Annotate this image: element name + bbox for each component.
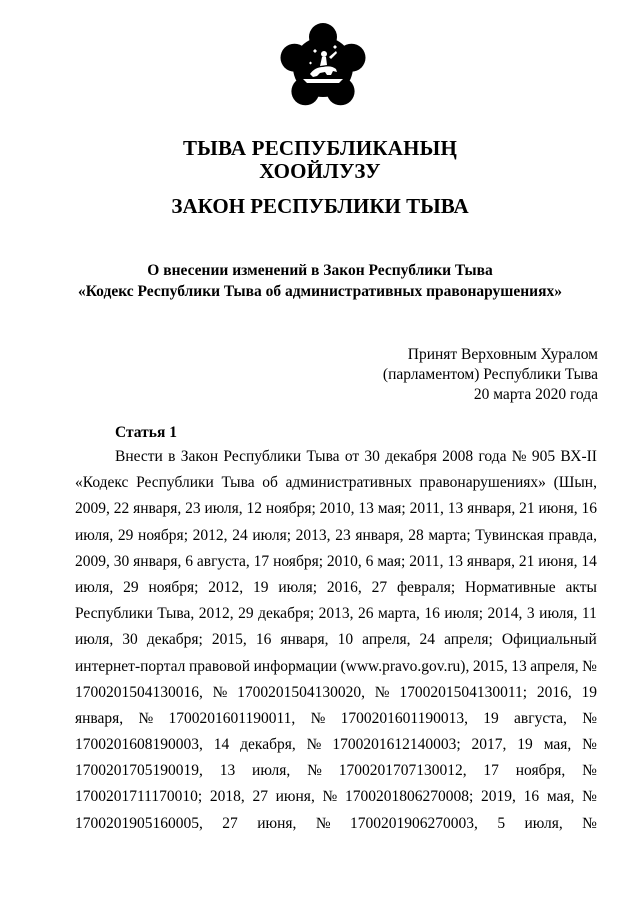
article-word: 2009, <box>75 500 110 518</box>
article-word: 1700201705190019, <box>75 762 203 780</box>
article-word: интернет-портал <box>75 657 186 675</box>
adoption-note-line2: (парламентом) Республики Тыва <box>382 366 598 383</box>
article-word: № <box>582 657 597 675</box>
article-word: 2013, <box>318 605 354 623</box>
republic-title <box>0 137 640 183</box>
article-line <box>75 575 597 601</box>
article-body <box>75 444 597 837</box>
article-word: 27 <box>222 814 238 832</box>
article-word: Внести <box>115 448 163 465</box>
article-word: 27 <box>371 578 388 596</box>
article-word: ноября; <box>148 578 199 596</box>
article-word: 2019, <box>481 788 516 806</box>
article-word: января, <box>466 552 516 570</box>
article-word: № <box>306 736 322 754</box>
article-word: апреля, <box>362 631 411 649</box>
article-word: 905 <box>531 448 556 465</box>
article-word: правовой <box>188 657 251 675</box>
article-word: июля, <box>204 500 243 518</box>
article-word: 29 <box>238 605 254 623</box>
article-word: 2017, <box>471 736 507 754</box>
article-word: информации <box>253 657 337 675</box>
article-word: мая, <box>543 736 572 754</box>
article-word: 19 <box>253 578 269 596</box>
article-word: июля, <box>75 526 114 544</box>
article-word: 1700201504130016, <box>75 683 203 701</box>
article-word: августа, <box>196 552 250 570</box>
article-line <box>75 784 597 810</box>
article-word: № <box>212 683 228 701</box>
article-word: 26 <box>358 605 374 623</box>
article-word: Тыва, <box>157 605 195 623</box>
article-word: № <box>582 736 597 754</box>
article-word: 30 <box>122 631 138 649</box>
article-word: июля, <box>524 814 563 832</box>
article-word: января, <box>280 631 329 649</box>
article-word: 11 <box>581 605 597 623</box>
article-word: июля; <box>252 526 292 544</box>
article-word: № <box>582 814 597 832</box>
article-word: 17 <box>483 762 499 780</box>
article-word: (Шын, <box>553 474 597 492</box>
article-line <box>75 654 597 680</box>
article-line <box>75 444 597 470</box>
article-word: № <box>315 814 331 832</box>
article-word: июля; <box>444 605 484 623</box>
law-subject <box>0 260 640 302</box>
article-word: Закон <box>180 448 219 465</box>
article-word: правда, <box>548 526 597 544</box>
law-subject-line1: О внесении изменений в Закон Республики Тыва <box>147 262 493 279</box>
article-word: Нормативные <box>465 578 556 596</box>
article-word: 5 <box>497 814 506 832</box>
article-word: 28 <box>408 526 424 544</box>
article-word: января, <box>133 500 182 518</box>
article-word: 16 <box>523 788 540 806</box>
article-word: 30 <box>113 552 130 570</box>
article-word: 27 <box>252 788 268 806</box>
article-word: Тыва <box>306 448 340 465</box>
article-word: 24 <box>419 631 436 649</box>
article-word: декабря; <box>146 631 203 649</box>
adoption-note-line1: Принят Верховным Хуралом <box>407 346 598 363</box>
article-word: правонарушениях» <box>419 474 546 492</box>
article-word: января, <box>133 552 182 570</box>
article-word: № <box>582 788 597 806</box>
article-word: 13 <box>447 500 464 518</box>
republic-title-line2: ХООЙЛУЗУ <box>259 159 381 183</box>
article-word: 19 <box>517 736 533 754</box>
article-word: 1700201806270008; <box>345 788 474 806</box>
article-word: 2012, <box>208 578 244 596</box>
article-word: 24 <box>232 526 248 544</box>
article-word: 16 <box>424 605 440 623</box>
article-line <box>75 680 597 706</box>
article-word: 29 <box>123 578 139 596</box>
article-line <box>75 758 597 784</box>
article-word: 2010, <box>319 500 355 518</box>
article-line <box>75 496 597 522</box>
article-word: 14 <box>581 552 597 570</box>
article-word: «Кодекс <box>75 474 129 492</box>
article-heading: Статья 1 <box>115 424 177 441</box>
article-word: марта, <box>378 605 420 623</box>
article-word: 22 <box>113 500 130 518</box>
article-line <box>75 732 597 758</box>
article-word: июля, <box>252 762 291 780</box>
article-word: 14 <box>213 736 230 754</box>
article-word: 12 <box>246 500 263 518</box>
article-word: 2015, <box>211 631 247 649</box>
article-word: 6 <box>185 552 193 570</box>
article-word: 2012, <box>192 526 228 544</box>
article-word: № <box>322 788 338 806</box>
article-word: апреля; <box>444 631 493 649</box>
article-word: декабря <box>385 448 437 465</box>
article-word: 2011, <box>409 552 444 570</box>
article-word: 30 <box>364 448 380 465</box>
article-word: января, <box>467 500 516 518</box>
article-word: 3 <box>526 605 535 623</box>
adoption-date: 20 марта 2020 года <box>473 386 598 403</box>
article-word: 13 <box>447 552 463 570</box>
article-word: августа, <box>514 709 567 727</box>
article-word: акты <box>565 578 597 596</box>
article-word: мая; <box>377 500 406 518</box>
article-word: июля, <box>75 631 114 649</box>
article-word: 1700201905160005, <box>75 814 203 832</box>
article-word: июля; <box>278 578 318 596</box>
article-word: 1700201612140003; <box>332 736 461 754</box>
article-word: ноября, <box>515 762 566 780</box>
article-word: Официальный <box>501 631 597 649</box>
article-word: 1700201906270003, <box>350 814 478 832</box>
article-word: № <box>582 709 597 727</box>
article-word: июня, <box>257 814 297 832</box>
article-word: 13 <box>511 657 527 675</box>
article-word: 1700201608190003, <box>75 736 203 754</box>
article-word: Республики <box>223 448 302 465</box>
article-word: мая, <box>546 788 575 806</box>
article-word: 2018, <box>209 788 245 806</box>
article-word: Тыва <box>221 474 255 492</box>
article-word: 2008 <box>442 448 474 465</box>
tyva-emblem-logo <box>273 17 373 117</box>
article-word: 21 <box>519 500 535 518</box>
article-word: июня, <box>538 552 578 570</box>
article-word: ноября; <box>273 552 324 570</box>
article-word: 1700201601190013, <box>340 709 468 727</box>
article-word: ноября; <box>138 526 188 544</box>
article-word: Республики <box>75 605 153 623</box>
article-word: 2016, <box>326 578 362 596</box>
article-word: 1700201707130012, <box>338 762 467 780</box>
article-word: 13 <box>219 762 236 780</box>
article-word: 23 <box>335 526 351 544</box>
law-subject-line2: «Кодекс Республики Тыва об административных правонарушениях» <box>77 283 563 300</box>
article-word: 6 <box>365 552 374 570</box>
article-word: (www.pravo.gov.ru), <box>340 657 470 675</box>
article-line <box>75 523 597 549</box>
article-word: 29 <box>117 526 134 544</box>
article-word: 2014, <box>487 605 523 623</box>
article-word: января, <box>355 526 404 544</box>
article-word: 2016, <box>536 683 572 701</box>
article-word: от <box>344 448 360 465</box>
article-line <box>75 549 597 575</box>
article-word: января, <box>75 709 124 727</box>
article-line <box>75 470 597 496</box>
republic-title-line1: ТЫВА РЕСПУБЛИКАНЫҢ <box>182 136 458 160</box>
article-word: 17 <box>253 552 270 570</box>
article-word: июня, <box>538 500 578 518</box>
article-word: 2009, <box>75 552 110 570</box>
article-word: № <box>138 709 154 727</box>
article-word: июля, <box>539 605 578 623</box>
article-word: административных <box>285 474 412 492</box>
article-word: 16 <box>255 631 272 649</box>
article-word: № <box>307 762 322 780</box>
article-word: года <box>478 448 507 465</box>
article-word: июня, <box>275 788 315 806</box>
article-word: апреля, <box>530 657 579 675</box>
article-line <box>75 706 597 732</box>
article-word: 13 <box>358 500 374 518</box>
article-word: 2012, <box>198 605 234 623</box>
article-word: № <box>582 762 597 780</box>
adoption-note <box>383 345 598 405</box>
article-word: декабря, <box>240 736 296 754</box>
article-line <box>75 601 597 627</box>
article-word: февраля; <box>396 578 456 596</box>
article-word: 16 <box>581 500 597 518</box>
article-line <box>75 627 597 653</box>
article-word: ВХ-II <box>560 448 597 465</box>
article-word: 1700201601190011, <box>168 709 296 727</box>
article-word: 21 <box>518 552 535 570</box>
article-word: 2013, <box>295 526 331 544</box>
article-word: 10 <box>337 631 354 649</box>
article-word: 19 <box>483 709 499 727</box>
article-word: 1700201711170010; <box>75 788 203 806</box>
article-word: мая; <box>377 552 406 570</box>
article-word: 1700201504130011; <box>399 683 528 701</box>
article-word: № <box>374 683 390 701</box>
article-word: 2011, <box>409 500 444 518</box>
article-word: июля, <box>75 578 114 596</box>
article-word: декабря; <box>258 605 315 623</box>
article-word: Тувинская <box>475 526 544 544</box>
law-title: ЗАКОН РЕСПУБЛИКИ ТЫВА <box>171 194 469 218</box>
article-word: марта; <box>428 526 471 544</box>
article-word: об <box>262 474 278 492</box>
article-word: 23 <box>185 500 201 518</box>
article-word: в <box>168 448 176 465</box>
article-word: 2010, <box>326 552 362 570</box>
article-word: ноября; <box>265 500 316 518</box>
article-line <box>75 811 597 837</box>
article-word: 2015, <box>472 657 508 675</box>
article-word: 1700201504130020, <box>237 683 366 701</box>
article-word: Республики <box>136 474 214 492</box>
article-word: № <box>511 448 527 465</box>
article-word: 19 <box>581 683 597 701</box>
article-word: № <box>310 709 326 727</box>
